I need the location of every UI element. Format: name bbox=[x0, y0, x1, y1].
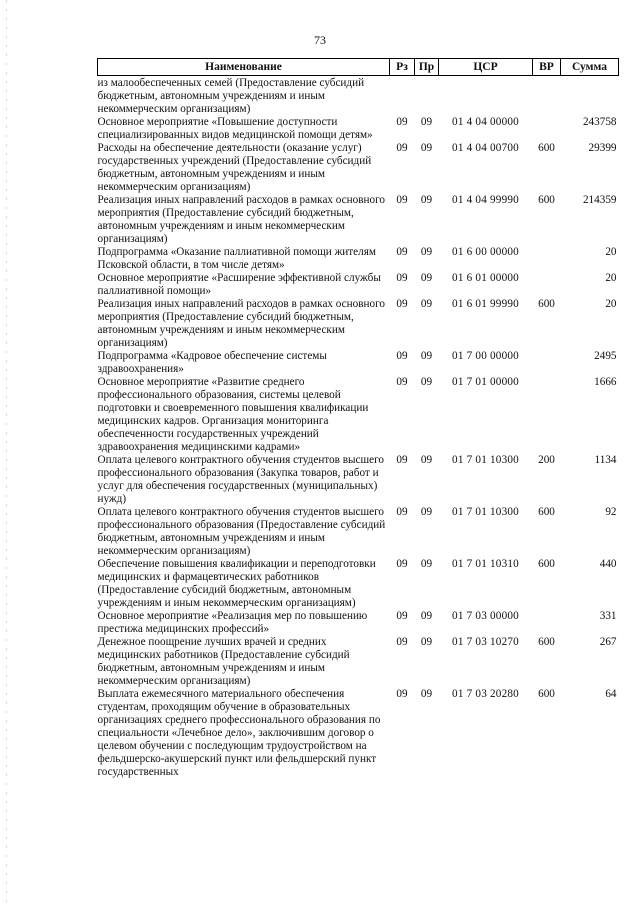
table-row bbox=[98, 194, 619, 246]
name-cell: Подпрограмма «Кадровое обеспечение системы здравоохранения» bbox=[97, 350, 327, 375]
table-row bbox=[98, 688, 619, 779]
rz-cell: 09 bbox=[396, 350, 408, 362]
pr-cell: 09 bbox=[420, 116, 433, 128]
name-cell: Основное мероприятие «Повышение доступности специализированных видов медицинской помощи детям» bbox=[97, 116, 373, 141]
name-cell: Основное мероприятие «Расширение эффективной службы паллиативной помощи» bbox=[97, 272, 381, 297]
name-cell: Основное мероприятие «Реализация мер по повышению престижа медицинских профессий» bbox=[97, 610, 368, 635]
table-row bbox=[98, 76, 619, 117]
csr-cell: 01 4 04 00000 bbox=[452, 116, 519, 128]
sum-cell: 20 bbox=[605, 298, 617, 310]
vr-cell: 600 bbox=[538, 194, 555, 206]
pr-cell: 09 bbox=[420, 506, 433, 518]
vr-cell bbox=[533, 376, 561, 454]
pr-cell bbox=[415, 76, 439, 117]
sum-cell: 20 bbox=[605, 272, 617, 284]
csr-cell: 01 7 01 10300 bbox=[452, 454, 519, 466]
table-row bbox=[98, 272, 619, 298]
rz-cell: 09 bbox=[396, 376, 408, 388]
rz-cell: 09 bbox=[396, 272, 408, 284]
rz-cell: 09 bbox=[396, 246, 408, 258]
sum-cell: 2495 bbox=[594, 350, 617, 362]
sum-cell: 92 bbox=[605, 506, 617, 518]
sum-cell: 64 bbox=[605, 688, 617, 700]
vr-cell bbox=[533, 350, 561, 376]
sum-cell: 267 bbox=[599, 636, 617, 648]
page-number: 73 bbox=[314, 33, 326, 47]
vr-cell: 200 bbox=[538, 454, 555, 466]
header-rz: Рз bbox=[390, 59, 415, 76]
pr-cell: 09 bbox=[420, 688, 433, 700]
name-cell: Основное мероприятие «Развитие среднего профессионального образования, системы целевой подготовки и своевременного повышения квалификации медицинских кадров. Организация мониторинга обеспеченности государственных учреждений здравоохранения медицинскими кадрами» bbox=[97, 376, 369, 453]
table-body bbox=[98, 76, 619, 780]
csr-cell: 01 7 01 10310 bbox=[452, 558, 519, 570]
csr-cell: 01 7 01 00000 bbox=[452, 376, 519, 388]
rz-cell: 09 bbox=[396, 298, 408, 310]
vr-cell: 600 bbox=[538, 298, 555, 310]
sum-cell: 20 bbox=[605, 246, 617, 258]
budget-table bbox=[97, 58, 619, 779]
sum-cell bbox=[561, 76, 619, 117]
sum-cell: 214359 bbox=[582, 194, 617, 206]
header-pr: Пр bbox=[415, 59, 439, 76]
name-cell: Оплата целевого контрактного обучения студентов высшего профессионального образования (Предоставление субсидий бюджетным, автономным учреждениям и иным некоммерческим организациям) bbox=[97, 506, 386, 557]
pr-cell: 09 bbox=[420, 558, 433, 570]
vr-cell bbox=[533, 610, 561, 636]
table-row bbox=[98, 116, 619, 142]
pr-cell: 09 bbox=[420, 610, 433, 622]
csr-cell: 01 7 03 00000 bbox=[452, 610, 519, 622]
table-row bbox=[98, 246, 619, 272]
header-csr: ЦСР bbox=[439, 59, 533, 76]
table-row bbox=[98, 142, 619, 194]
rz-cell: 09 bbox=[396, 636, 408, 648]
table-row bbox=[98, 298, 619, 350]
vr-cell: 600 bbox=[538, 688, 555, 700]
sum-cell: 331 bbox=[599, 610, 617, 622]
pr-cell: 09 bbox=[420, 272, 433, 284]
header-sum: Сумма bbox=[561, 59, 619, 76]
rz-cell: 09 bbox=[396, 116, 408, 128]
header-name: Наименование bbox=[98, 59, 390, 76]
name-cell: из малообеспеченных семей (Предоставление субсидий бюджетным, автономным учреждениям и иным некоммерческим организациям) bbox=[97, 77, 365, 115]
rz-cell: 09 bbox=[396, 688, 408, 700]
vr-cell: 600 bbox=[538, 636, 555, 648]
header-vr: ВР bbox=[533, 59, 561, 76]
csr-cell: 01 7 01 10300 bbox=[452, 506, 519, 518]
pr-cell: 09 bbox=[420, 246, 433, 258]
pr-cell: 09 bbox=[420, 194, 433, 206]
csr-cell: 01 4 04 00700 bbox=[452, 142, 519, 154]
table-row bbox=[98, 636, 619, 688]
table-row bbox=[98, 376, 619, 454]
csr-cell: 01 6 01 00000 bbox=[452, 272, 519, 284]
rz-cell: 09 bbox=[396, 454, 408, 466]
vr-cell bbox=[533, 246, 561, 272]
name-cell: Реализация иных направлений расходов в рамках основного мероприятия (Предоставление субсидий бюджетным, автономным учреждениям и иным некоммерческим организациям) bbox=[97, 298, 385, 349]
vr-cell bbox=[533, 116, 561, 142]
pr-cell: 09 bbox=[420, 142, 433, 154]
rz-cell: 09 bbox=[396, 506, 408, 518]
rz-cell: 09 bbox=[396, 142, 408, 154]
csr-cell: 01 7 03 10270 bbox=[452, 636, 519, 648]
sum-cell: 440 bbox=[599, 558, 617, 570]
csr-cell: 01 7 00 00000 bbox=[452, 350, 519, 362]
rz-cell: 09 bbox=[396, 558, 408, 570]
csr-cell bbox=[439, 76, 533, 117]
table-row bbox=[98, 454, 619, 506]
scan-edge-mark bbox=[6, 0, 7, 905]
vr-cell: 600 bbox=[538, 506, 555, 518]
vr-cell: 600 bbox=[538, 558, 555, 570]
name-cell: Расходы на обеспечение деятельности (оказание услуг) государственных учреждений (Предоставление субсидий бюджетным, автономным учреждениям и иным некоммерческим организациям) bbox=[97, 142, 372, 193]
table-row bbox=[98, 558, 619, 610]
vr-cell bbox=[533, 272, 561, 298]
pr-cell: 09 bbox=[420, 376, 433, 388]
csr-cell: 01 7 03 20280 bbox=[452, 688, 519, 700]
sum-cell: 243758 bbox=[582, 116, 617, 128]
vr-cell bbox=[533, 76, 561, 117]
pr-cell: 09 bbox=[420, 298, 433, 310]
sum-cell: 1666 bbox=[594, 376, 617, 388]
name-cell: Выплата ежемесячного материального обеспечения студентам, проходящим обучение в образовательных организациях среднего профессионального образования по специальности «Лечебное дело», заключившим договор о целевом обучении с последующим трудоустройством на фельдшерско-акушерский пункт или фельдшерский пункт государственных bbox=[97, 688, 381, 778]
rz-cell bbox=[390, 76, 415, 117]
name-cell: Оплата целевого контрактного обучения студентов высшего профессионального образования (Закупка товаров, работ и услуг для обеспечения государственных (муниципальных) нужд) bbox=[97, 454, 384, 505]
pr-cell: 09 bbox=[420, 454, 433, 466]
name-cell: Реализация иных направлений расходов в рамках основного мероприятия (Предоставление субсидий бюджетным, автономным учреждениям и иным некоммерческим организациям) bbox=[97, 194, 385, 245]
table-row bbox=[98, 506, 619, 558]
csr-cell: 01 6 01 99990 bbox=[452, 298, 519, 310]
sum-cell: 29399 bbox=[588, 142, 617, 154]
rz-cell: 09 bbox=[396, 194, 408, 206]
csr-cell: 01 6 00 00000 bbox=[452, 246, 519, 258]
sum-cell: 1134 bbox=[594, 454, 617, 466]
pr-cell: 09 bbox=[420, 350, 433, 362]
name-cell: Подпрограмма «Оказание паллиативной помощи жителям Псковской области, в том числе детям» bbox=[97, 246, 376, 271]
table-row bbox=[98, 610, 619, 636]
name-cell: Денежное поощрение лучших врачей и средних медицинских работников (Предоставление субсидий бюджетным, автономным учреждениям и иным некоммерческим организациям) bbox=[97, 636, 350, 687]
csr-cell: 01 4 04 99990 bbox=[452, 194, 519, 206]
vr-cell: 600 bbox=[538, 142, 555, 154]
table-row bbox=[98, 350, 619, 376]
name-cell: Обеспечение повышения квалификации и переподготовки медицинских и фармацевтических работников (Предоставление субсидий бюджетным, автономным учреждениям и иным некоммерческим организациям) bbox=[97, 558, 376, 609]
pr-cell: 09 bbox=[420, 636, 433, 648]
table-header-row bbox=[98, 59, 619, 76]
rz-cell: 09 bbox=[396, 610, 408, 622]
